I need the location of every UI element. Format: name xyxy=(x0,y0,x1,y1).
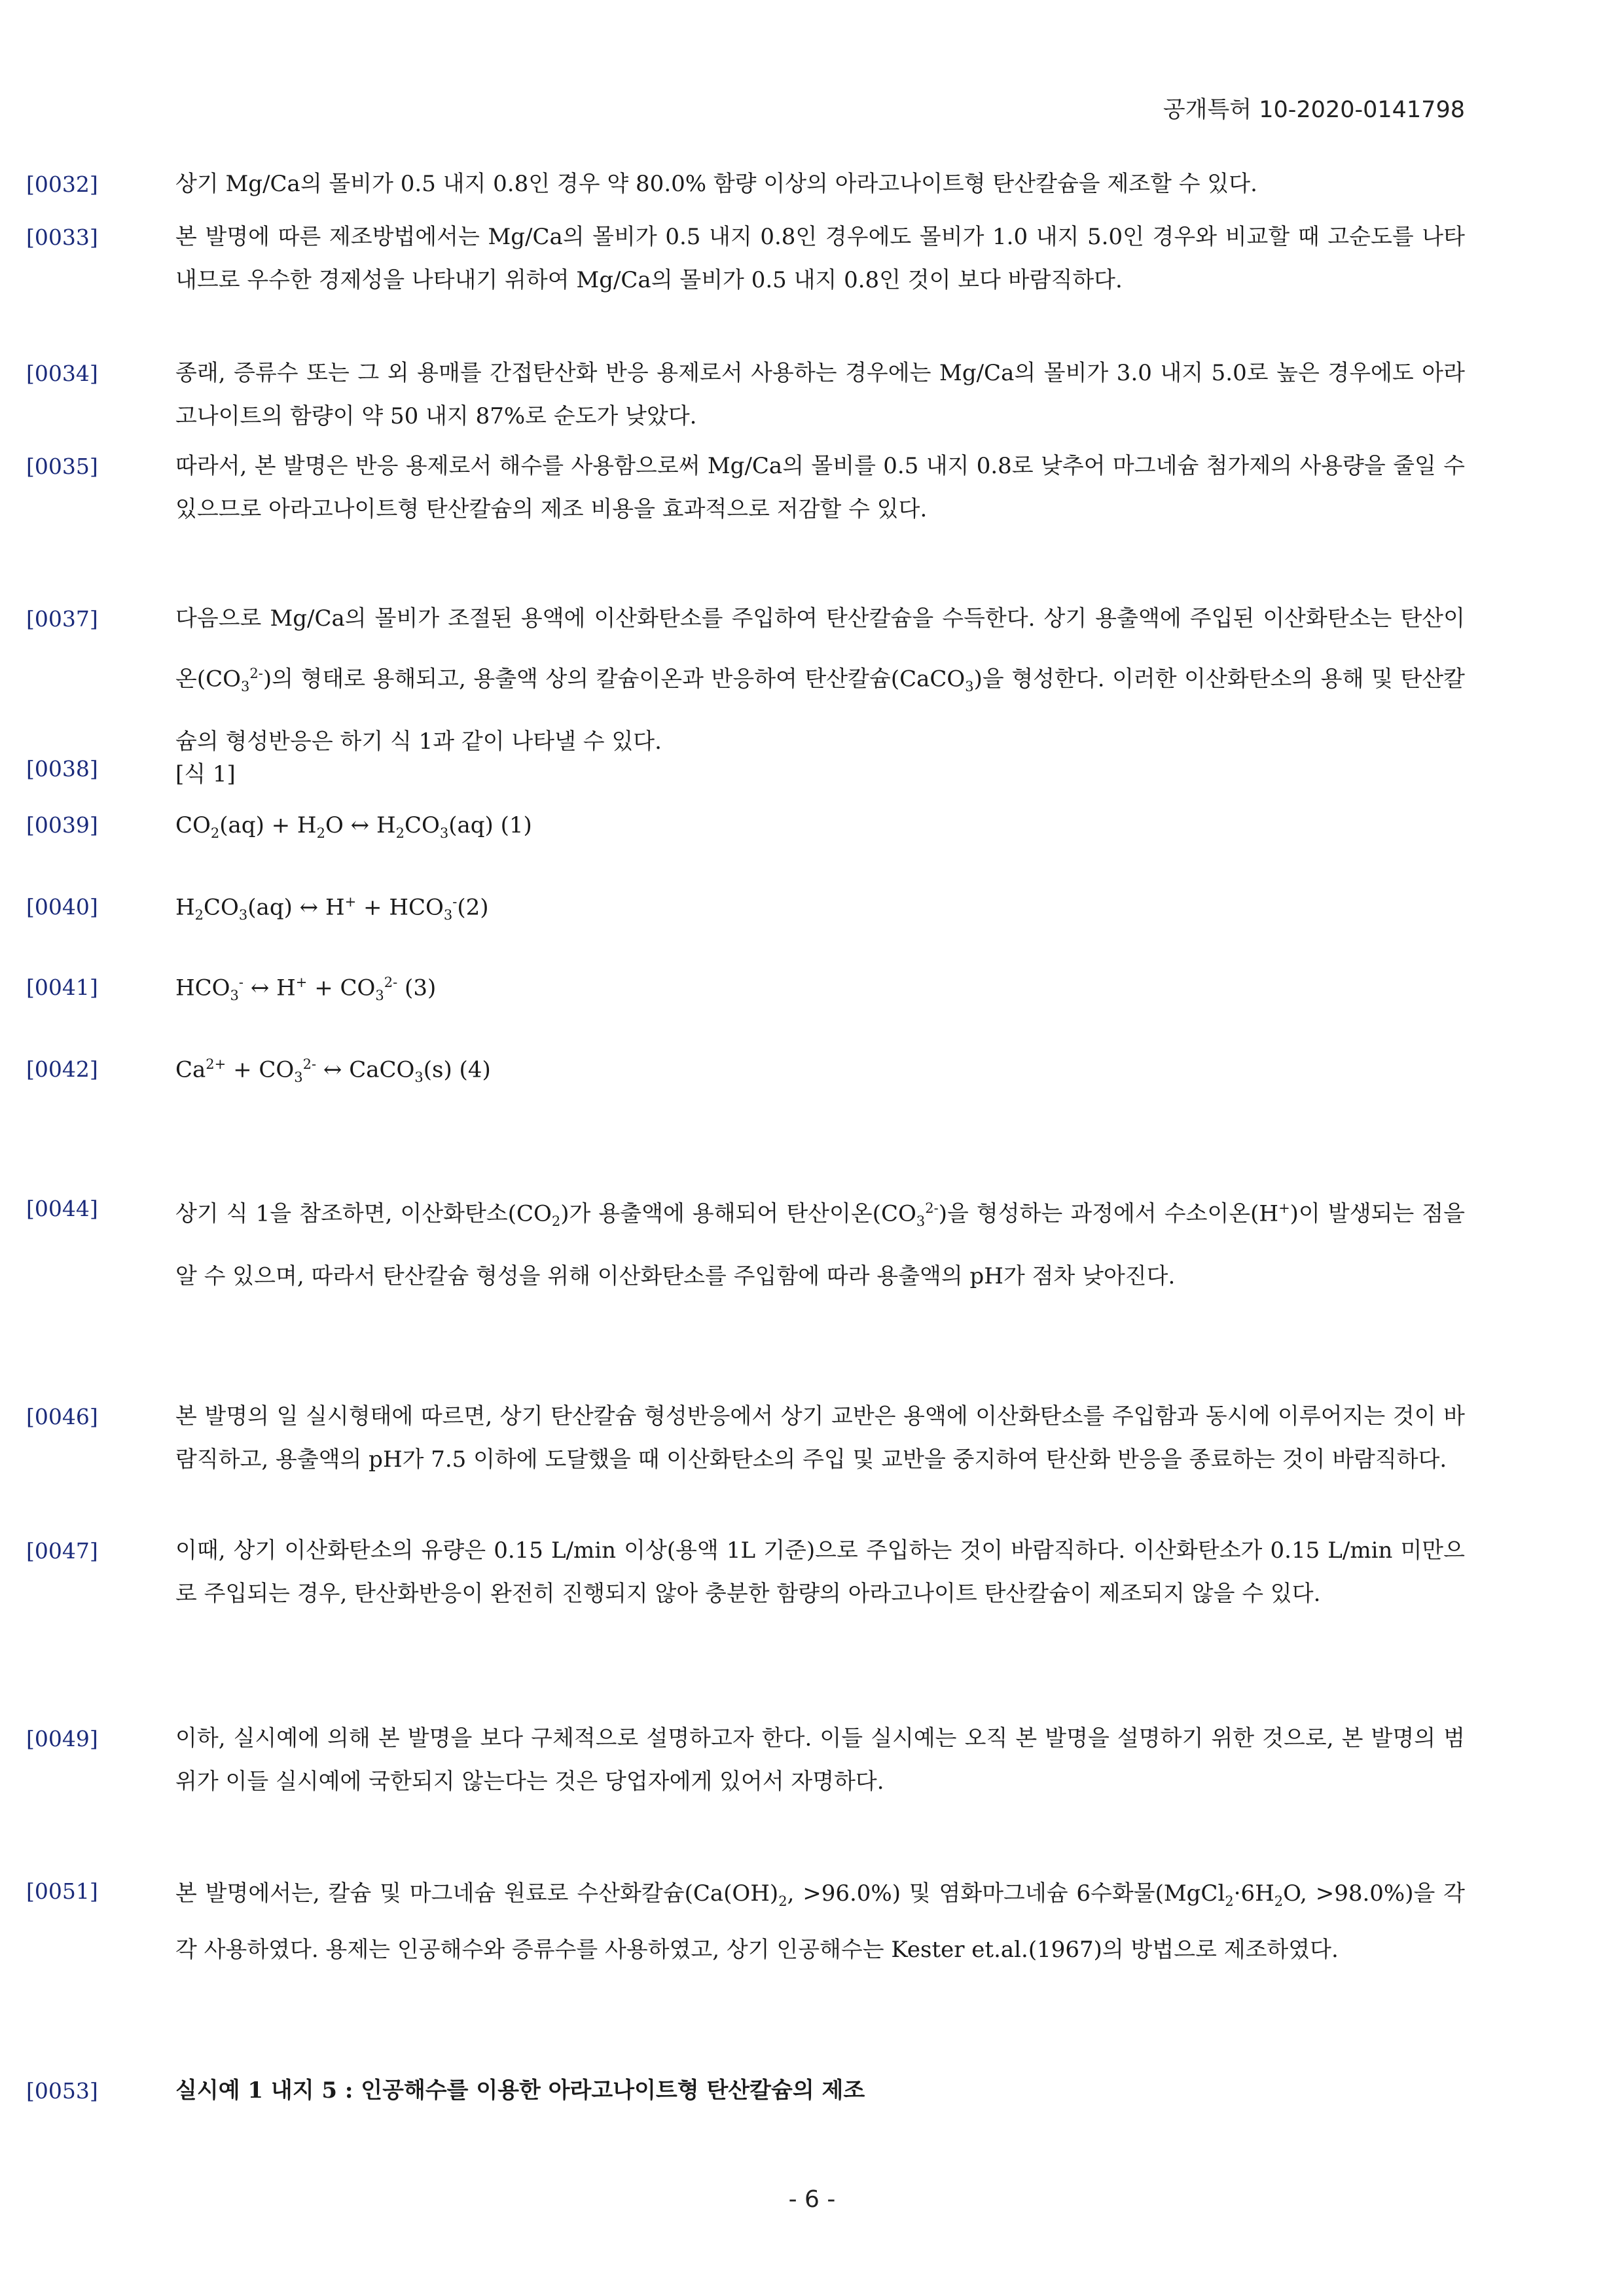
text-run: ↔ H xyxy=(244,975,296,1001)
subscript: 3 xyxy=(230,988,239,1004)
text-run: (aq) (1) xyxy=(448,812,532,838)
subscript: 3 xyxy=(439,825,449,841)
paragraph-text: 이때, 상기 이산화탄소의 유량은 0.15 L/min 이상(용액 1L 기준)으로 주입하는 것이 바람직하다. 이산화탄소가 0.15 L/min 미만으로 주입되는 경우, 탄산화반응이 완전히 진행되지 않아 충분한 함량의 아라고나이트 탄산칼슘이 제조되지 않을 수 있다. xyxy=(175,1537,1465,1607)
subscript: 3 xyxy=(443,907,453,924)
subscript: 3 xyxy=(294,1069,303,1086)
paragraph-number: [0041] xyxy=(26,975,98,1000)
superscript: + xyxy=(295,975,308,990)
text-run: )이 발생되는 점을 알 수 있으며, 따라서 탄산칼슘 형성을 위해 이산화탄소를 주입함에 따라 용출액의 pH가 점차 낮아진다. xyxy=(175,1200,1465,1290)
subscript: 2 xyxy=(1274,1893,1284,1909)
text-run: H xyxy=(175,894,195,921)
text-run: )을 형성하는 과정에서 수소이온(H xyxy=(938,1200,1279,1227)
text-run: (aq) ↔ H xyxy=(247,894,345,921)
paragraph-number: [0038] xyxy=(26,756,98,781)
superscript: 2- xyxy=(384,975,398,990)
text-run: (3) xyxy=(397,975,437,1001)
equation-2 xyxy=(175,894,489,923)
paragraph-text: 이하, 실시예에 의해 본 발명을 보다 구체적으로 설명하고자 한다. 이들 실시예는 오직 본 발명을 설명하기 위한 것으로, 본 발명의 범위가 이들 실시예에 국한되지 않는다는 것은 당업자에게 있어서 자명하다. xyxy=(175,1725,1465,1795)
text-run: (2) xyxy=(457,894,489,921)
text-run: HCO xyxy=(175,975,230,1001)
paragraph-number: [0042] xyxy=(26,1056,98,1082)
document-number: 공개특허 10-2020-0141798 xyxy=(1163,97,1465,123)
formula-caption: [식 1] xyxy=(175,761,236,787)
subscript: 3 xyxy=(965,679,974,695)
superscript: 2+ xyxy=(206,1056,226,1072)
subscript: 2 xyxy=(1225,1893,1234,1909)
text-run: )을 형성한다. 이러한 이산화탄소의 용해 및 탄산칼슘의 형성반응은 하기 식 1과 같이 나타낼 수 있다. xyxy=(175,666,1466,755)
text-run: + CO xyxy=(226,1056,295,1083)
paragraph-text xyxy=(175,1869,1465,1974)
text-run: 본 발명에서는, 칼슘 및 마그네슘 원료로 수산화칼슘(Ca(OH) xyxy=(175,1880,779,1907)
paragraph-number: [0044] xyxy=(26,1196,98,1221)
subscript: 2 xyxy=(778,1893,787,1909)
paragraph-text: 본 발명에 따른 제조방법에서는 Mg/Ca의 몰비가 0.5 내지 0.8인 경우에도 몰비가 1.0 내지 5.0인 경우와 비교할 때 고순도를 나타내므로 우수한 경제성을 나타내기 위하여 Mg/Ca의 몰비가 0.5 내지 0.8인 것이 보다 바람직하다. xyxy=(175,224,1465,293)
subscript: 3 xyxy=(916,1213,926,1230)
subscript: 3 xyxy=(414,1069,424,1086)
paragraph-number: [0035] xyxy=(26,454,98,479)
subscript: 2 xyxy=(395,825,405,841)
paragraph-number: [0034] xyxy=(26,361,98,386)
paragraph-text: 상기 Mg/Ca의 몰비가 0.5 내지 0.8인 경우 약 80.0% 함량 이상의 아라고나이트형 탄산칼슘을 제조할 수 있다. xyxy=(175,171,1257,197)
subscript: 3 xyxy=(241,679,250,695)
superscript: 2- xyxy=(925,1200,939,1216)
subscript: 3 xyxy=(238,907,248,924)
paragraph-text xyxy=(175,591,1465,769)
text-run: 상기 식 1을 참조하면, 이산화탄소(CO xyxy=(175,1200,552,1227)
paragraph-text: 본 발명의 일 실시형태에 따르면, 상기 탄산칼슘 형성반응에서 상기 교반은 용액에 이산화탄소를 주입함과 동시에 이루어지는 것이 바람직하고, 용출액의 pH가 7.5 이하에 도달했을 때 이산화탄소의 주입 및 교반을 중지하여 탄산화 반응을 종료하는 것이 바람직하다. xyxy=(175,1403,1465,1473)
paragraph-text: 따라서, 본 발명은 반응 용제로서 해수를 사용함으로써 Mg/Ca의 몰비를 0.5 내지 0.8로 낮추어 마그네슘 첨가제의 사용량을 줄일 수 있으므로 아라고나이트형 탄산칼슘의 제조 비용을 효과적으로 저감할 수 있다. xyxy=(175,453,1465,522)
superscript: 2- xyxy=(249,666,263,681)
text-run: 다음으로 Mg/Ca의 몰비가 조절된 용액에 이산화탄소를 주입하여 탄산칼슘을 수득한다. 상기 용출액에 주입된 이산화탄소는 탄산이온(CO xyxy=(175,605,1465,692)
subscript: 2 xyxy=(210,825,220,841)
text-run: + HCO xyxy=(356,894,444,921)
superscript: 2- xyxy=(302,1056,317,1072)
equation-4 xyxy=(175,1056,491,1085)
text-run: ↔ CaCO xyxy=(316,1056,415,1083)
subscript: 3 xyxy=(375,988,384,1004)
paragraph-number: [0039] xyxy=(26,812,98,838)
paragraph-number: [0053] xyxy=(26,2078,98,2104)
paragraph-number: [0033] xyxy=(26,224,98,250)
superscript: - xyxy=(238,975,244,990)
paragraph-number: [0032] xyxy=(26,171,98,197)
superscript: - xyxy=(452,894,458,910)
text-run: Ca xyxy=(175,1056,206,1083)
text-run: , >96.0%) 및 염화마그네슘 6수화물(MgCl xyxy=(787,1880,1225,1907)
text-run: CO xyxy=(204,894,239,921)
text-run: ·6H xyxy=(1233,1880,1274,1907)
paragraph-number: [0047] xyxy=(26,1538,98,1564)
text-run: + CO xyxy=(307,975,376,1001)
paragraph-number: [0037] xyxy=(26,606,98,632)
equation-3 xyxy=(175,975,436,1003)
superscript: + xyxy=(1278,1200,1290,1216)
text-run: )가 용출액에 용해되어 탄산이온(CO xyxy=(560,1200,916,1227)
paragraph-number: [0051] xyxy=(26,1878,98,1904)
section-heading: 실시예 1 내지 5 : 인공해수를 이용한 아라고나이트형 탄산칼슘의 제조 xyxy=(175,2077,865,2104)
paragraph-number: [0046] xyxy=(26,1404,98,1429)
text-run: (aq) + H xyxy=(219,812,317,838)
text-run: CO xyxy=(404,812,440,838)
paragraph-text xyxy=(175,1181,1465,1304)
superscript: + xyxy=(344,894,357,910)
page-number: - 6 - xyxy=(788,2186,836,2213)
text-run: CO xyxy=(175,812,211,838)
subscript: 2 xyxy=(316,825,325,841)
paragraph-number: [0040] xyxy=(26,894,98,920)
paragraph-number: [0049] xyxy=(26,1726,98,1751)
text-run: (s) (4) xyxy=(423,1056,491,1083)
text-run: O, >98.0%)을 각각 사용하였다. 용제는 인공해수와 증류수를 사용하였고, 상기 인공해수는 Kester et.al.(1967)의 방법으로 제조하였다. xyxy=(175,1880,1465,1963)
text-run: )의 형태로 용해되고, 용출액 상의 칼슘이온과 반응하여 탄산칼슘(CaCO xyxy=(262,666,965,692)
paragraph-text: 종래, 증류수 또는 그 외 용매를 간접탄산화 반응 용제로서 사용하는 경우에는 Mg/Ca의 몰비가 3.0 내지 5.0로 높은 경우에도 아라고나이트의 함량이 약 50 내지 87%로 순도가 낮았다. xyxy=(175,360,1465,429)
subscript: 2 xyxy=(194,907,204,924)
equation-1 xyxy=(175,812,532,841)
subscript: 2 xyxy=(551,1213,561,1230)
text-run: O ↔ H xyxy=(325,812,396,838)
